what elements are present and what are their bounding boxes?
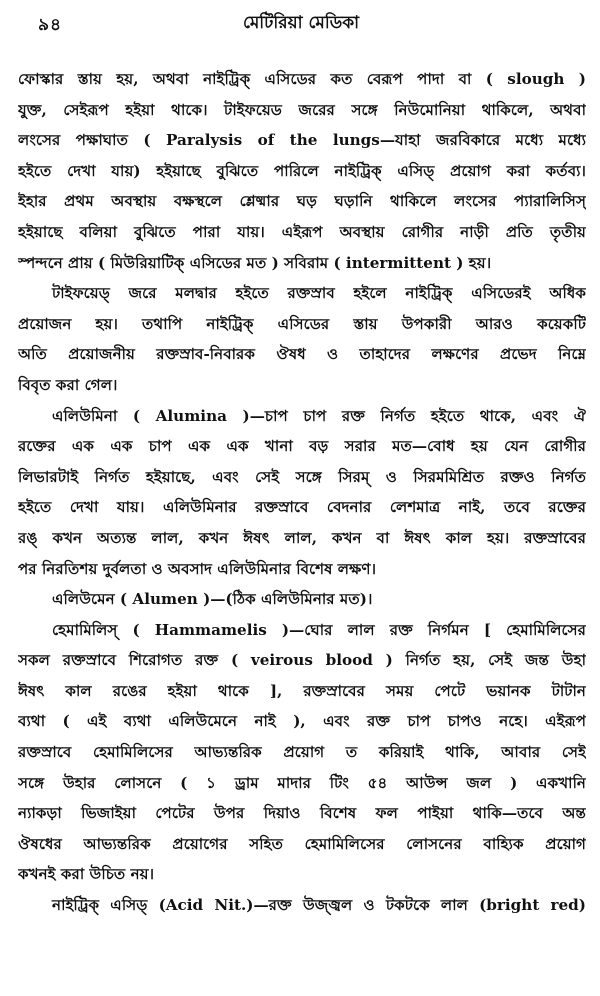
text-line: রক্তস্রাবে হেমামিলিসের আভ্যন্তরিক প্রয়োগ ত করিয়াই থাকি, আবার সেই xyxy=(18,743,586,762)
text-line: প্রয়োজন হয়। তথাপি নাইট্রিক্ এসিডের স্তায় উপকারী আরও কয়েকটি xyxy=(18,314,586,333)
text-line: রঙ্ কখন অত্যন্ত লাল, কখন ঈষৎ লাল, কখন বা ঈষৎ কাল হয়। রক্তস্রাবের xyxy=(18,528,586,547)
text-line: বিবৃত করা গেল। xyxy=(18,375,118,394)
text-line: রক্তের এক এক চাপ এক এক খানা বড় সরার মত—বোধ হয় যেন রোগীর xyxy=(18,437,586,456)
text-line: ব্যথা ( এই ব্যথা এলিউমেনে নাই ), এবং রক্ত চাপ চাপও নহে। এইরূপ xyxy=(18,712,586,731)
text-line: হইতে দেখা যায়) হইয়াছে বুঝিতে পারিলে নাইট্রিক্ এসিড্ প্রয়োগ করা কর্তব্য। xyxy=(18,161,586,180)
text-line: এলিউমেন ( Alumen )—(ঠিক এলিউমিনার মত)। xyxy=(52,590,373,609)
text-line: ফোস্কার স্তায় হয়, অথবা নাইট্রিক্ এসিডের কত বেরূপ পাদা বা ( slough ) xyxy=(18,70,586,88)
text-line: ইহার প্রথম অবস্থায় বক্ষস্থলে শ্লেষ্মার ঘড় ঘড়ানি থাকিলে লংসের প্যারালিসিস্ xyxy=(18,192,586,211)
text-line: লিভারটাই নির্গত হইয়াছে, এবং সেই সঙ্গে সিরম্ ও সিরমমিশ্রিত রক্তও নির্গত xyxy=(18,467,586,486)
text-line: টাইফয়েড্ জরে মলদ্বার হইতে রক্তস্রাব হইলে নাইট্রিক্ এসিডেরই অধিক xyxy=(52,284,586,303)
running-title: মেটিরিয়া মেডিকা xyxy=(242,13,360,33)
text-line: পর নিরতিশয় দুর্বলতা ও অবসাদ এলিউমিনার বিশেষ লক্ষণ। xyxy=(18,559,377,578)
text-line: ন্যাকড়া ভিজাইয়া পেটের উপর দিয়াও বিশেষ ফল পাইয়া থাকি—তবে অন্ত xyxy=(18,804,586,823)
page-header xyxy=(18,0,584,44)
page-number: ৯৪ xyxy=(38,15,63,35)
text-line: লংসের পক্ষাঘাত ( Paralysis of the lungs—যাহা জরবিকারে মধ্যে মধ্যে xyxy=(18,131,586,150)
text-line: নাইট্রিক্ এসিড্ (Acid Nit.)—রক্ত উজ্জ্বল ও টকটকে লাল (bright red) xyxy=(52,896,586,915)
text-line: সকল রক্তস্রাবে শিরোগত রক্ত ( veirous blood ) নির্গত হয়, সেই জন্ত উহা xyxy=(18,651,586,670)
text-line: কখনই করা উচিত নয়। xyxy=(18,865,155,884)
text-line: হইয়াছে বলিয়া বুঝিতে পারা যায়। এইরূপ অবস্থায় রোগীর নাড়ী প্রতি তৃতীয় xyxy=(18,222,586,241)
body-text xyxy=(18,64,586,921)
text-line: ঈষৎ কাল রঙের হইয়া থাকে ], রক্তস্রাবের সময় পেটে ভয়ানক টাটান xyxy=(18,681,586,700)
text-line: হেমামিলিস্ ( Hammamelis )—ঘোর লাল রক্ত নির্গমন [ হেমামিলিসের xyxy=(52,620,586,639)
text-line: এলিউমিনা ( Alumina )—চাপ চাপ রক্ত নির্গত হইতে থাকে, এবং ঐ xyxy=(52,406,586,425)
text-line: ঔষধের আভ্যন্তরিক প্রয়োগের সহিত হেমামিলিসের লোসনের বাহ্যিক প্রয়োগ xyxy=(18,834,586,853)
text-line: যুক্ত, সেইরূপ হইয়া থাকে। টাইফয়েড জরের সঙ্গে নিউমোনিয়া থাকিলে, অথবা xyxy=(18,100,586,119)
text-line: অতি প্রয়োজনীয় রক্তস্রাব-নিবারক ঔষধ ও তাহাদের লক্ষণের প্রভেদ নিম্নে xyxy=(18,345,586,364)
text-line: হইতে দেখা যায়। এলিউমিনার রক্তস্রাবে বেদনার লেশমাত্র নাই, তবে রক্তের xyxy=(18,498,586,517)
text-line: সঙ্গে উহার লোসনে ( ১ ড্রাম মাদার টিং ৫৪ আউন্স জল ) একখানি xyxy=(18,773,586,792)
text-line: স্পন্দনে প্রায় ( মিউরিয়াটিক্ এসিডের মত ) সবিরাম ( intermittent ) হয়। xyxy=(18,253,492,272)
